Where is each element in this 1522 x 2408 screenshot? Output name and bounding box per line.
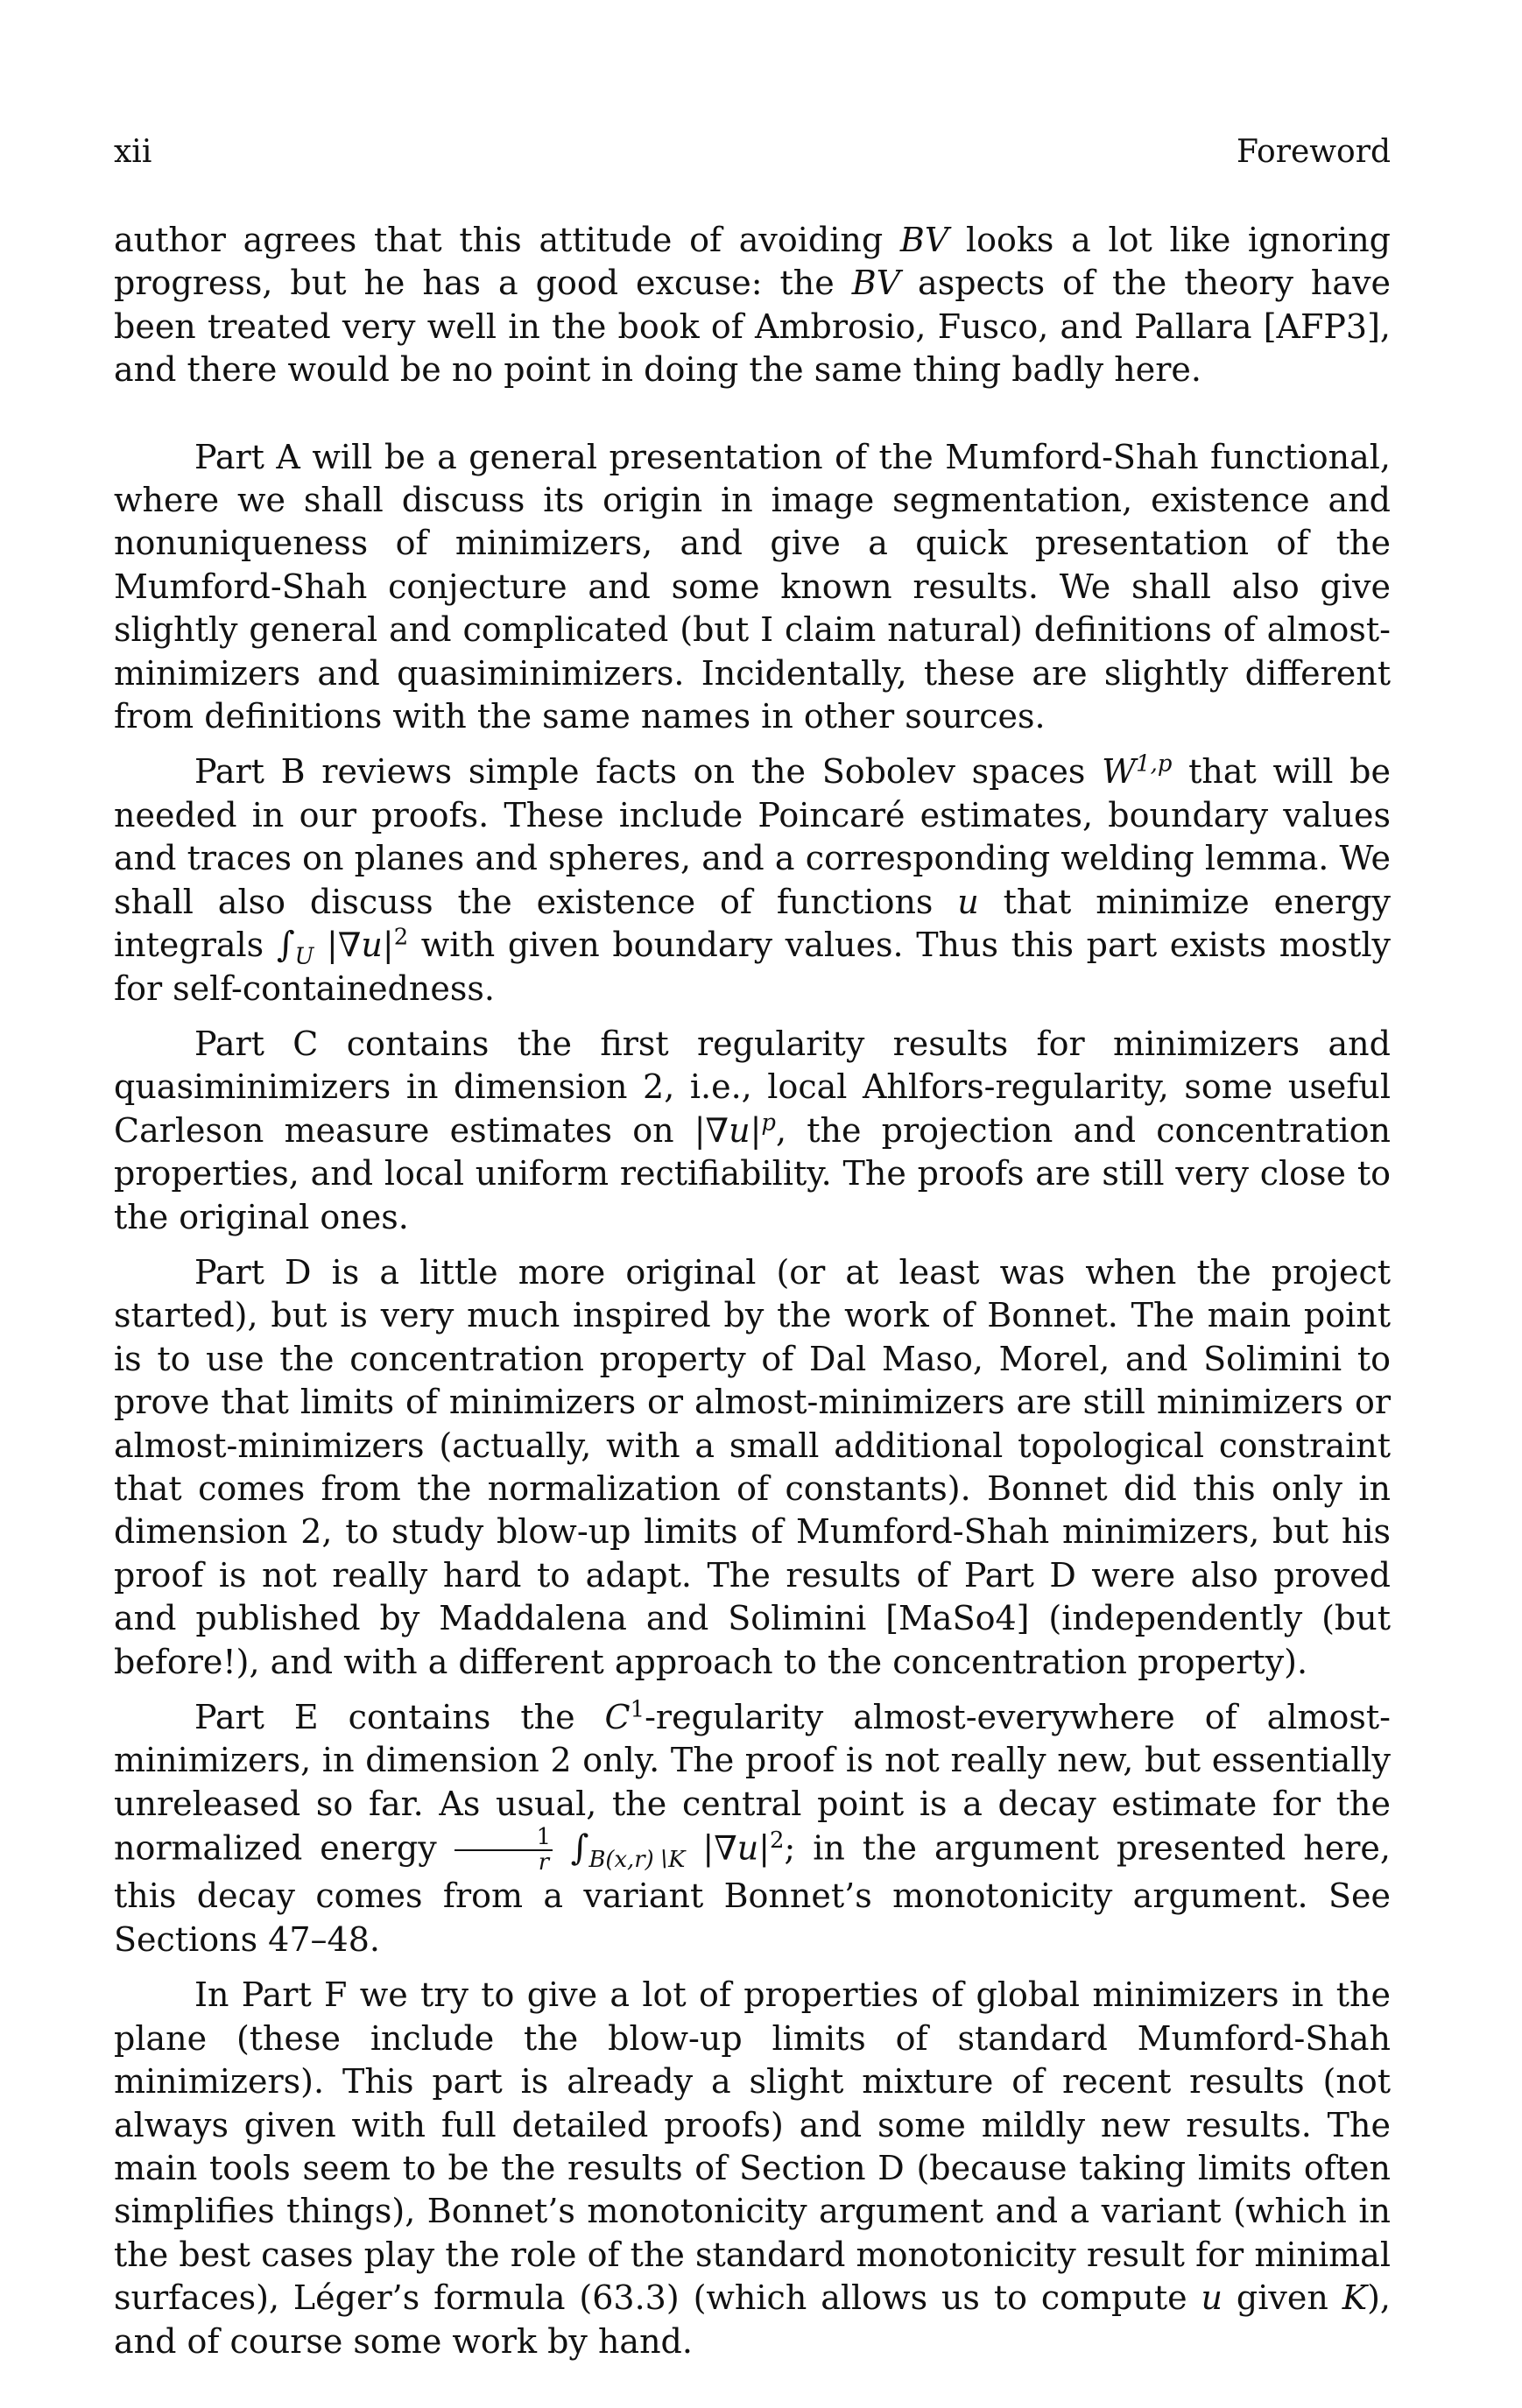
math-square-exponent: 2	[393, 924, 409, 951]
paragraph-part-a: Part A will be a general presentation of the Mumford-Shah functional, where we shall discuss its origin in image segmentation, existence and nonuniqueness of minimizers, and give a quick presentation of the Mumford-Shah conjecture and some known results. We shall also give slightly general and complicated (but I claim natural) definitions of almost-minimizers and quasiminimizers. Incidentally, these are slightly different from definitions with the same names in other sources.	[114, 437, 1391, 736]
math-k: K	[1342, 2278, 1368, 2318]
math-u: u	[1201, 2278, 1223, 2318]
math-u: u	[361, 926, 383, 965]
running-head	[114, 133, 1391, 172]
math-sobolev-exponent: 1,p	[1136, 750, 1173, 778]
math-c-exponent: 1	[630, 1696, 645, 1723]
math-integral-sign: ∫	[276, 925, 295, 966]
page-number: xii	[114, 134, 152, 170]
paragraph-intro-continued: author agrees that this attitude of avoiding BV looks a lot like ignoring progress, but he has a good excuse: the BV aspects of the theory have been treated very well in the book of Ambrosio, Fusco, and Pallara [AFP3], and there would be no point in doing the same thing badly here.	[114, 221, 1392, 390]
math-sobolev-w: W	[1102, 752, 1137, 792]
paragraph-part-f: In Part F we try to give a lot of properties of global minimizers in the plane (these include the blow-up limits of standard Mumford-Shah minimizers). This part is already a slight mixture of recent results (not always given with full detailed proofs) and some mildly new results. The main tools seem to be the results of Section D (because taking limits often simplifies things), Bonnet’s monotonicity argument and a variant (which in the best cases play the role of the standard monotonicity result for minimal surfaces), Léger’s formula (63.3) (which allows us to compute u given K), and of course some work by hand.	[114, 1975, 1391, 2361]
math-bv: BV	[899, 221, 949, 259]
math-integral-domain: U	[294, 943, 314, 970]
math-c: C	[604, 1698, 631, 1736]
paragraph-part-d: Part D is a little more original (or at least was when the project started), but is very much inspired by the work of Bonnet. The main point is to use the concentration property of Dal Maso, Morel, and Solimini to prove that limits of minimizers or almost-minimizers are still minimizers or almost-minimizers (actually, with a small additional topological constraint that comes from the normalization of constants). Bonnet did this only in dimension 2, to study blow-up limits of Mumford-Shah minimizers, but his proof is not really hard to adapt. The results of Part D were also proved and published by Maddalena and Solimini [MaSo4] (independently (but before!), and with a different approach to the concentration property).	[114, 1252, 1391, 1681]
math-integral-sign: ∫	[553, 1827, 589, 1869]
section-title: Foreword	[1237, 134, 1391, 170]
math-u: u	[736, 1828, 759, 1868]
paragraph-part-c: Part C contains the first regularity results for minimizers and quasiminimizers in dimension 2, i.e., local Ahlfors-regularity, some useful Carleson measure estimates on $|\nabla u|^p$, the projection and concentration properties, and local uniform rectifiability. The proofs are still very close to the original ones.	[114, 1024, 1391, 1236]
paragraph-part-b: Part B reviews simple facts on the Sobolev spaces W$^{1,p}$ that will be needed in our proofs. These include Poincaré estimates, boundary values and traces on planes and spheres, and a corresponding welding lemma. We shall also discuss the existence of functions u that minimize energy integrals $\int_U$ $|\nabla u|^2$ with given boundary values. Thus this part exists mostly for self-containedness.	[114, 750, 1392, 1008]
body-text	[114, 219, 1391, 2363]
math-integral-domain: B(x,r)∖K	[588, 1847, 686, 1874]
math-u: u	[957, 882, 979, 921]
math-u: u	[729, 1110, 750, 1150]
math-p-exponent: p	[761, 1109, 776, 1137]
paragraph-part-e: Part E contains the $C^1$-regularity almost-everywhere of almost-minimizers, in dimension 2 only. The proof is not really new, but essentially unreleased so far. As usual, the central point is a decay estimate for the normalized energy $\frac{1}{r}$ $\int_{B(x,r)∖K}$ $|\nabla u|^2$; in the argument presented here, this decay comes from a variant Bonnet’s monotonicity argument. See Sections 47–48.	[114, 1696, 1391, 1959]
math-fraction-one-over-r: $\frac{1}{r}$	[454, 1826, 553, 1875]
math-square-exponent: 2	[770, 1827, 785, 1855]
math-bv: BV	[851, 264, 901, 303]
